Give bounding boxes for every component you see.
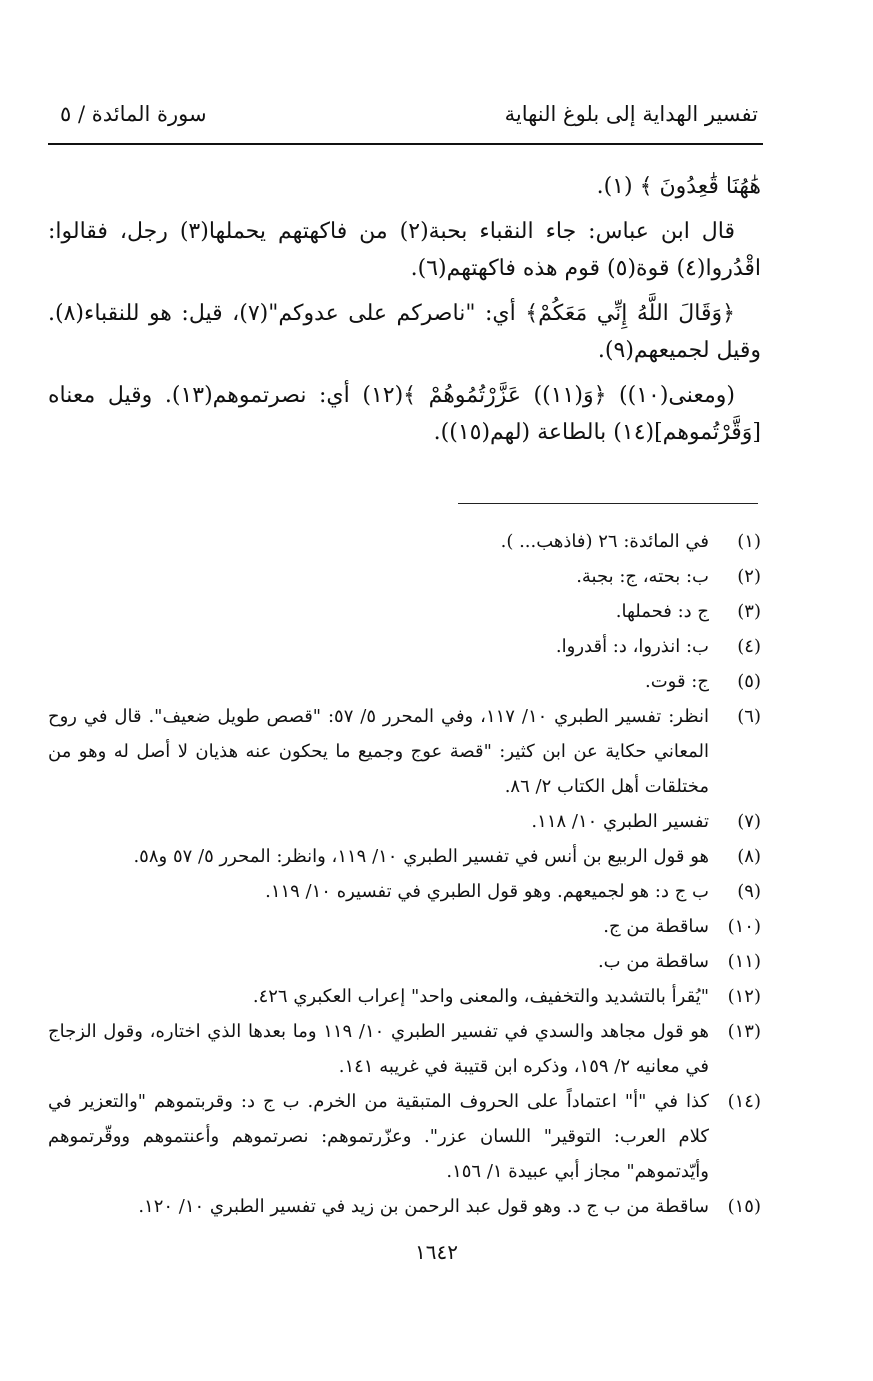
paragraph: ﴿وَقَالَ اللَّهُ إِنِّي مَعَكُمْ﴾ أي: "ناصركم على عدوكم"(٧)، قيل: هو للنقباء(٨). وقيل لجميعهم(٩). xyxy=(48,301,761,363)
footnote-number: (٦) xyxy=(737,706,761,727)
footnote-text: ب ج د: هو لجميعهم. وهو قول الطبري في تفسيره ١٠/ ١١٩. xyxy=(265,881,709,902)
footnote-number: (١٠) xyxy=(727,916,761,937)
footnote-text: كذا في "أ" اعتماداً على الحروف المتبقية من الخرم. ب ج د: وقربتموهم "والتعزير في كلام العرب: التوقير" اللسان عزر". وعزّرتموهم: نصرتموهم وأعنتموهم ووقّرتموهم وأيّدتموهم" مجاز أبي عبيدة ١/ ١٥٦. xyxy=(48,1091,709,1182)
footnote-number: (٨) xyxy=(737,846,761,867)
footnote-number: (١٢) xyxy=(727,986,761,1007)
footnote xyxy=(48,1014,761,1084)
footnote-number: (٧) xyxy=(737,811,761,832)
footnote-separator xyxy=(458,503,758,504)
footnote xyxy=(48,629,761,664)
footnote-number: (٥) xyxy=(737,671,761,692)
footnote xyxy=(48,979,761,1014)
footnote-text: ج: قوت. xyxy=(645,671,709,692)
footnote xyxy=(48,804,761,839)
footnote-number: (٩) xyxy=(737,881,761,902)
footnote xyxy=(48,699,761,804)
footnote-text: ساقطة من ب ج د. وهو قول عبد الرحمن بن زيد في تفسير الطبري ١٠/ ١٢٠. xyxy=(138,1196,709,1217)
paragraph: هَٰهُنَا قَٰعِدُونَ ﴾ (١). xyxy=(596,174,761,199)
footnote-text: ب: بحته، ج: بجبة. xyxy=(576,566,709,587)
footnote-text: تفسير الطبري ١٠/ ١١٨. xyxy=(531,811,709,832)
footnote-number: (١١) xyxy=(727,951,761,972)
footnote xyxy=(48,524,761,559)
footnote xyxy=(48,664,761,699)
footnote-text: انظر: تفسير الطبري ١٠/ ١١٧، وفي المحرر ٥/ ٥٧: "قصص طويل ضعيف". قال في روح المعاني حكاية عن ابن كثير: "قصة عوج وجميع ما يحكون عنه هذيان لا أصل له وهو من مختلقات أهل الكتاب ٢/ ٨٦. xyxy=(48,706,709,797)
footnote xyxy=(48,1084,761,1189)
footnote xyxy=(48,839,761,874)
footnote-number: (١٣) xyxy=(727,1021,761,1042)
footnote-text: هو قول مجاهد والسدي في تفسير الطبري ١٠/ ١١٩ وما بعدها الذي اختاره، وقول الزجاج في معانيه ٢/ ١٥٩، وذكره ابن قتيبة في غريبه ١٤١. xyxy=(48,1021,709,1077)
footnote-text: ساقطة من ج. xyxy=(603,916,709,937)
footnote-text: ج د: فحملها. xyxy=(615,601,709,622)
footnotes xyxy=(48,524,761,1224)
footnote-text: ساقطة من ب. xyxy=(597,951,709,972)
header-rule xyxy=(48,143,763,145)
footnote xyxy=(48,909,761,944)
footnote-number: (٤) xyxy=(737,636,761,657)
main-text xyxy=(48,168,761,459)
footnote xyxy=(48,1189,761,1224)
footnote-number: (١٤) xyxy=(727,1091,761,1112)
footnote-number: (١٥) xyxy=(727,1196,761,1217)
page-number: ١٦٤٢ xyxy=(415,1240,458,1264)
running-header-surah: سورة المائدة / ٥ xyxy=(60,102,207,126)
footnote xyxy=(48,874,761,909)
paragraph: (ومعنى(١٠)) ﴿وَ(١١)) عَزَّرْتُمُوهُمْ ﴾(١٢) أي: نصرتموهم(١٣). وقيل معناه [وَقَّرْتُموهم](١٤) بالطاعة (لهم(١٥)). xyxy=(48,383,761,445)
footnote-text: "يُقرأ بالتشديد والتخفيف، والمعنى واحد" إعراب العكبري ٤٢٦. xyxy=(252,986,709,1007)
paragraph: قال ابن عباس: جاء النقباء بحبة(٢) من فاكهتهم يحملها(٣) رجل، فقالوا: اقْدُروا(٤) قوة(٥) قوم هذه فاكهتهم(٦). xyxy=(48,219,761,281)
footnote-text: ب: انذروا، د: أقدروا. xyxy=(555,636,709,657)
footnote-text: في المائدة: ٢٦ (فاذهب... ). xyxy=(500,531,709,552)
footnote-number: (٣) xyxy=(737,601,761,622)
footnote xyxy=(48,594,761,629)
footnote xyxy=(48,559,761,594)
footnote xyxy=(48,944,761,979)
footnote-number: (١) xyxy=(737,531,761,552)
running-header-title: تفسير الهداية إلى بلوغ النهاية xyxy=(504,102,758,126)
footnote-text: هو قول الربيع بن أنس في تفسير الطبري ١٠/ ١١٩، وانظر: المحرر ٥/ ٥٧ و٥٨. xyxy=(133,846,709,867)
footnote-number: (٢) xyxy=(737,566,761,587)
